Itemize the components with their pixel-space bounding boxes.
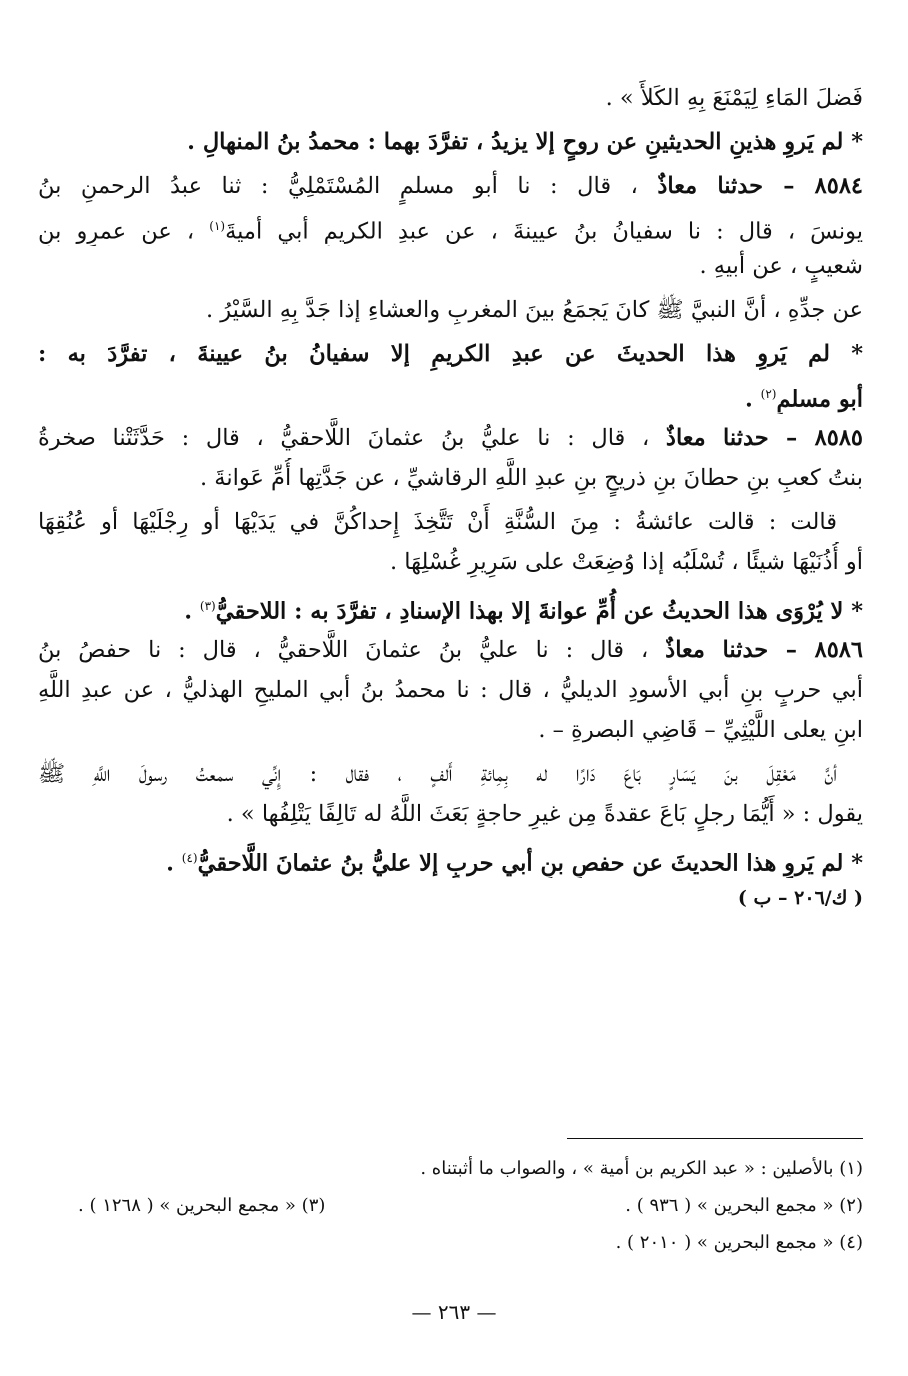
text-line: أبي حربٍ بنِ أبي الأسودِ الديليُّ ، قال : نا محمدُ بنُ أبي المليحِ الهذليُّ ، عن عبدِ اللَّهِ [38, 677, 863, 703]
line-segment: * لم يَروِ هذا الحديثَ عن حفصِ بنِ أبي حربٍ إلا عليُّ بنُ عثمانَ اللَّاحقيُّ [197, 850, 863, 877]
line-segment: . [744, 386, 761, 413]
footnote-marker: (١) [209, 219, 226, 233]
footnote-3: (٣) « مجمع البحرين » ( ١٢٦٨ ) . [78, 1195, 326, 1216]
text-line: شعيبٍ ، عن أبيهِ . [699, 253, 863, 279]
text-line [38, 630, 863, 670]
hadith-number: ٨٥٨٤ – حدثنا معاذٌ [657, 173, 863, 199]
footnote-marker: (٤) [181, 851, 198, 865]
text-line [38, 838, 863, 878]
text-line [38, 374, 863, 414]
footnote-divider [567, 1138, 863, 1139]
text-line: فَضلَ المَاءِ لِيَمْنَعَ بِهِ الكَلأَ » . [605, 85, 863, 111]
line-segment: ، عن عمرِو بنِ [38, 218, 210, 245]
page-body [38, 78, 863, 918]
footnote-marker: (٢) [760, 387, 777, 401]
text-line: أو أُذُنَيْهَا شيئًا ، تُسْلَبُه إذا وُضِعَتْ على سَرِيرِ غُسْلِهَا . [389, 549, 863, 575]
text-line: بنتُ كعبِ بنِ حطانَ بنِ ذريحٍ بنِ عبدِ اللَّهِ الرقاشيِّ ، عن جَدَّتِها أُمِّ عَوانةَ . [199, 465, 863, 491]
footnotes [38, 1150, 863, 1261]
footnote-4: (٤) « مجمع البحرين » ( ٢٠١٠ ) . [615, 1232, 863, 1253]
line-segment: أبو مسلمٍ [776, 386, 863, 413]
text-line [38, 418, 863, 458]
text-line [38, 206, 863, 246]
text-line [38, 586, 863, 626]
text-line: عن جدِّهِ ، أنَّ النبيَّ ﷺ كانَ يَجمَعُ بينَ المغربِ والعشاءِ إذا جَدَّ بِهِ السَّيْرُ . [205, 297, 863, 323]
line-segment: . [166, 850, 182, 877]
line-segment: يونسَ ، قال : نا سفيانُ بنُ عيينةَ ، عن عبدِ الكريمِ أبي أميةَ [225, 218, 863, 245]
footnote-1: (١) بالأصلين : « عبد الكريم بن أمية » ، والصواب ما أثبتناه . [420, 1158, 863, 1179]
hadith-number: ٨٥٨٥ – حدثنا معاذٌ [665, 425, 863, 451]
text-line: قالت : قالت عائشةُ : مِنَ السُّنَّةِ أَنْ تَتَّخِذَ إِحداكُنَّ في يَدَيْهَا أو رِجْلَيْهَا أو عُنُقِهَا [38, 509, 837, 535]
text-line: * لم يَروِ هذا الحديثَ عن عبدِ الكريمِ إلا سفيانُ بنُ عيينةَ ، تفرَّدَ به : [38, 341, 863, 367]
hadith-text: ، قال : نا عليُّ بنُ عثمانَ اللَّاحقيُّ ، قال : نا حفصُ بنُ [38, 637, 666, 663]
page-number: — ٢٦٣ — [411, 1300, 497, 1324]
hadith-text: ، قال : نا أبو مسلمٍ المُسْتَمْلِيُّ : ثنا عبدُ الرحمنِ بنُ [38, 173, 658, 199]
hadith-text: ، قال : نا عليُّ بنُ عثمانَ اللَّاحقيُّ ، قال : حَدَّثَتْنا صخرةُ [38, 425, 666, 451]
text-line [38, 166, 863, 206]
footnote-marker: (٣) [199, 599, 216, 613]
text-line: * لم يَروِ هذينِ الحديثينِ عن روحٍ إلا يزيدُ ، تفرَّدَ بهما : محمدُ بنُ المنهالِ . [187, 129, 863, 155]
text-line: أنَّ مَعْقِلَ بنَ يَسَارٍ بَاعَ دَارًا له بِمِائةِ أَلفٍ ، فقال : إِنِّي سمعتُ رسولَ اللَّهِ ﷺ [38, 761, 837, 787]
footnote-2: (٢) « مجمع البحرين » ( ٩٣٦ ) . [625, 1195, 863, 1216]
footnote-row-2-3 [38, 1187, 863, 1224]
line-segment: * لا يُرْوَى هذا الحديثُ عن أُمِّ عوانةَ إلا بهذا الإسنادِ ، تفرَّدَ به : اللاحقيُّ [215, 598, 863, 625]
line-segment: . [184, 598, 200, 625]
hadith-number: ٨٥٨٦ – حدثنا معاذٌ [665, 637, 863, 663]
text-line: يقول : « أَيُّمَا رجلٍ بَاعَ عقدةً مِن غيرِ حاجةٍ بَعَثَ اللَّهُ له تَالِفًا يَتْلِفُها » . [226, 801, 863, 827]
text-line: ( ك/٢٠٦ – ب ) [737, 887, 863, 909]
text-line: ابنِ يعلى اللَّيْثِيِّ – قَاضِي البصرةِ – . [538, 717, 863, 743]
